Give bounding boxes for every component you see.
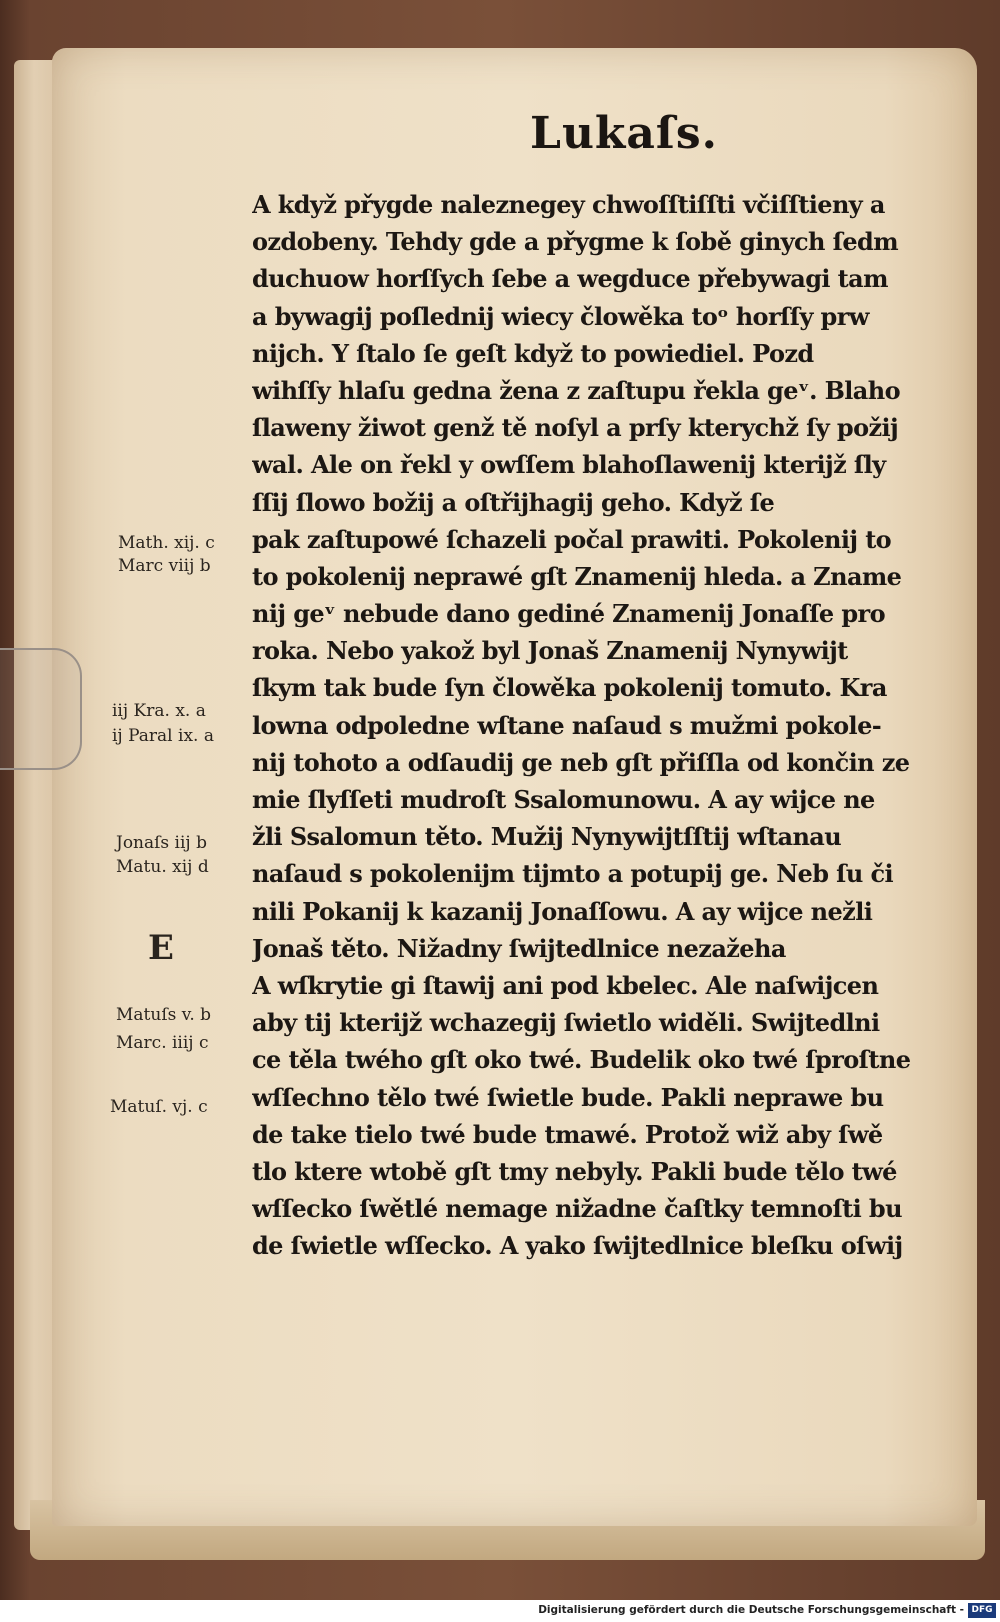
marginal-note: Matuſs v. b xyxy=(116,1005,212,1025)
text-line: ſſij ſlowo božij a oſtřijhagij geho. Když ſe xyxy=(252,487,775,517)
marginal-note: Jonaſs iij b xyxy=(116,833,207,853)
text-line: duchuow horſſych ſebe a wegduce přebywagi tam xyxy=(252,264,888,294)
text-line: A wſkrytie gi ſtawij ani pod kbelec. Ale naſwijcen xyxy=(252,970,879,1000)
initial-letter: E xyxy=(148,928,174,968)
text-line: lowna odpoledne wſtane naſaud s mužmi pokole- xyxy=(252,710,882,740)
text-line: pak zaſtupowé ſchazeli počal prawiti. Pokolenij to xyxy=(252,524,892,554)
text-line: aby tij kterijž wchazegij ſwietlo widěli. Swijtedlni xyxy=(252,1008,880,1038)
text-line: naſaud s pokolenijm tijmto a potupij ge. Neb ſu či xyxy=(252,859,894,889)
marginal-note: Math. xij. c xyxy=(118,533,215,553)
text-line: nij tohoto a odſaudij ge neb gſt přiſſla od končin ze xyxy=(252,747,910,777)
marginal-note: Marc viij b xyxy=(118,556,211,576)
footer-credit: Digitalisierung gefördert durch die Deutsche Forschungsgemeinschaft - xyxy=(538,1604,964,1616)
text-line: wihſſy hlaſu gedna žena z zaſtupu řekla geᵛ. Blaho xyxy=(252,375,901,405)
text-line: Jonaš těto. Nižadny ſwijtedlnice nezažeha xyxy=(252,933,786,963)
text-line: ſkym tak bude ſyn člowěka pokolenij tomuto. Kra xyxy=(252,673,887,703)
text-line: a bywagij poſlednij wiecy člowěka toᵒ horſſy prw xyxy=(252,301,869,331)
text-line: nili Pokanij k kazanij Jonaſſowu. A ay wijce nežli xyxy=(252,896,873,926)
text-line: ozdobeny. Tehdy gde a přygme k ſobě ginych ſedm xyxy=(252,227,899,257)
dfg-logo: DFG xyxy=(968,1603,996,1618)
text-line: de ſwietle wſſecko. A yako ſwijtedlnice bleſku oſwij xyxy=(252,1231,903,1261)
text-line: ce těla twého gſt oko twé. Budelik oko twé ſproſtne xyxy=(252,1045,911,1075)
page-clip xyxy=(0,648,82,770)
text-line: žli Ssalomun těto. Mužij Nynywijtſſtij wſtanau xyxy=(252,822,842,852)
marginal-note: Matu. xij d xyxy=(116,857,209,877)
marginal-note: Matuſ. vj. c xyxy=(110,1097,208,1117)
body-text xyxy=(252,186,922,1264)
text-line: wal. Ale on řekl y owſſem blahoſlawenij kterijž ſly xyxy=(252,450,886,480)
text-line: nijch. Y ſtalo ſe geſt když to powiediel. Pozd xyxy=(252,338,814,368)
text-line: mie ſlyſſeti mudroſt Ssalomunowu. A ay wijce ne xyxy=(252,785,875,814)
marginal-note: Marc. iiij c xyxy=(116,1033,209,1053)
footer-bar xyxy=(0,1600,1000,1622)
text-line: wſſechno tělo twé ſwietle bude. Pakli neprawe bu xyxy=(252,1082,884,1112)
marginal-note: ij Paral ix. a xyxy=(112,726,214,746)
text-line: wſſecko ſwětlé nemage nižadne čaſtky temnoſti bu xyxy=(252,1194,902,1224)
text-line: de take tielo twé bude tmawé. Protož wiž aby ſwě xyxy=(252,1119,883,1149)
running-head: Lukaſs. xyxy=(530,108,718,159)
text-line: roka. Nebo yakož byl Jonaš Znamenij Nynywijt xyxy=(252,636,848,666)
marginal-note: iij Kra. x. a xyxy=(112,701,206,721)
text-line: A když přygde naleznegey chwoſſtiſſti včiſſtieny a xyxy=(252,190,885,219)
text-line: tlo ktere wtobě gſt tmy nebyly. Pakli bude tělo twé xyxy=(252,1156,897,1186)
text-line: nij geᵛ nebude dano gediné Znamenij Jonaſſe pro xyxy=(252,599,885,629)
text-line: to pokolenij neprawé gſt Znamenij hleda. a Zname xyxy=(252,561,902,591)
text-line: ſlaweny žiwot genž tě noſyl a prſy kterychž ſy požij xyxy=(252,413,899,443)
